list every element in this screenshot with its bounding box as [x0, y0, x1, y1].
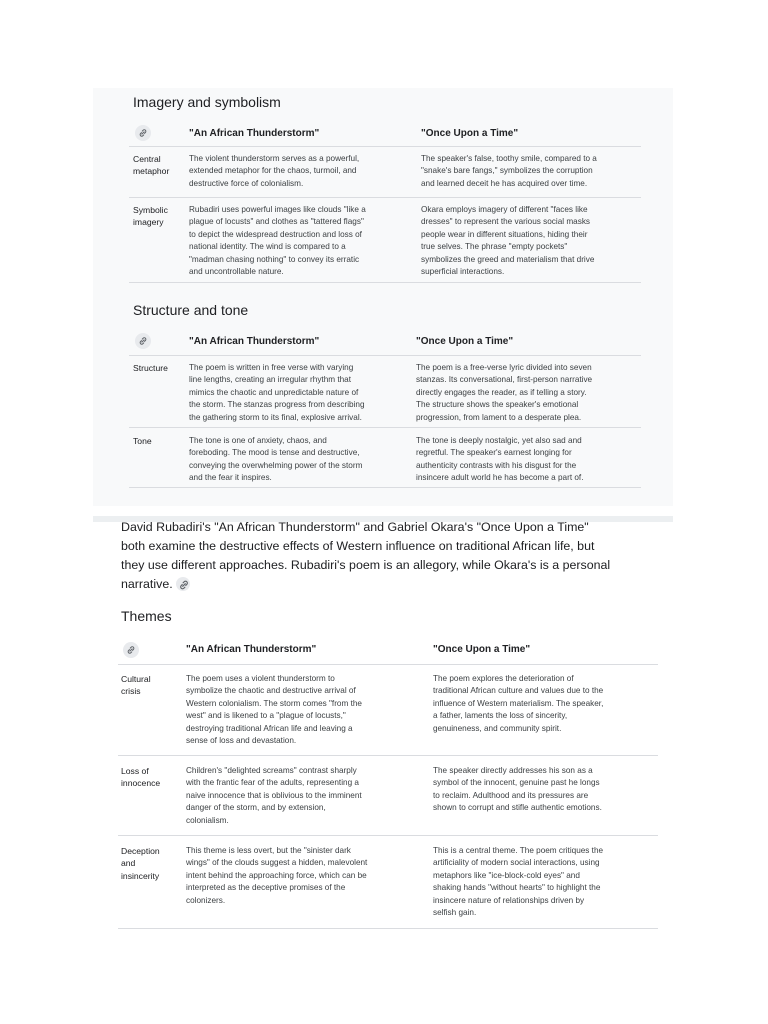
- link-icon[interactable]: [135, 333, 151, 349]
- themes-col2-header: "Once Upon a Time": [433, 644, 531, 655]
- structure-row-c2: The poem is a free-verse lyric divided into seven stanzas. Its conversational, first-person narrative directly engages the reader, as if telling a story. The structure shows the speaker's emotional progression, from lament to a desperate plea.: [416, 363, 593, 422]
- table-rule: [129, 427, 641, 428]
- themes-row-c1: Children's "delighted screams" contrast sharply with the frantic fear of the adults, representing a naive innocence that is oblivious to the imminent danger of the storm, and by extension, colonialism.: [186, 766, 362, 825]
- imagery-col2-header: "Once Upon a Time": [421, 128, 519, 139]
- link-icon[interactable]: [135, 125, 151, 141]
- table-rule: [129, 355, 641, 356]
- link-icon[interactable]: [176, 577, 190, 591]
- themes-heading: Themes: [121, 608, 172, 624]
- table-rule: [118, 664, 658, 665]
- imagery-row-c2: The speaker's false, toothy smile, compared to a "snake's bare fangs," symbolizes the corruption and learned deceit he has acquired over time.: [421, 154, 597, 188]
- themes-row-c2: The speaker directly addresses his son as a symbol of the innocent, genuine past he longs to reclaim. Adulthood and its pressures are shown to corrupt and stifle authentic emotions.: [433, 766, 602, 813]
- imagery-row-c2: Okara employs imagery of different "faces like dresses" to represent the various social masks people wear in different situations, hiding their true selves. The phrase "empty pockets" symbolizes the greed and materialism that drive superficial interactions.: [421, 205, 595, 277]
- structure-row-c1: The poem is written in free verse with varying line lengths, creating an irregular rhythm that mimics the chaotic and unpredictable nature of the storm. The stanzas progress from describing the gathering storm to its final, explosive arrival.: [189, 363, 365, 422]
- link-icon[interactable]: [123, 642, 139, 658]
- structure-row-label: Tone: [133, 436, 152, 446]
- structure-col1-header: "An African Thunderstorm": [189, 336, 320, 347]
- themes-col1-header: "An African Thunderstorm": [186, 644, 317, 655]
- structure-row-c1: The tone is one of anxiety, chaos, and foreboding. The mood is tense and destructive, conveying the overwhelming power of the storm and the fear it inspires.: [189, 436, 363, 483]
- structure-heading: Structure and tone: [133, 302, 249, 318]
- imagery-structure-panel: [93, 88, 673, 506]
- themes-row-c2: The poem explores the deterioration of traditional African culture and values due to the influence of Western materialism. The speaker, a father, laments the loss of sincerity, genuineness, and community spirit.: [433, 674, 604, 733]
- imagery-row-c1: Rubadiri uses powerful images like clouds "like a plague of locusts" and clothes as "tattered flags" to depict the widespread destruction and loss of national identity. The wind is compared to a "madman chasing nothing" to convey its erratic and uncontrollable nature.: [189, 205, 366, 277]
- imagery-col1-header: "An African Thunderstorm": [189, 128, 320, 139]
- imagery-row-c1: The violent thunderstorm serves as a powerful, extended metaphor for the chaos, turmoil, and destructive force of colonialism.: [189, 154, 360, 188]
- structure-row-label: Structure: [133, 363, 168, 373]
- intro-text: David Rubadiri's "An African Thunderstorm" and Gabriel Okara's "Once Upon a Time" both examine the destructive effects of Western influence on traditional African life, but they use different approaches. Rubadiri's poem is an allegory, while Okara's is a personal narrative.: [121, 520, 611, 591]
- structure-row-c2: The tone is deeply nostalgic, yet also sad and regretful. The speaker's earnest longing for authenticity contrasts with his disgust for the insincere adult world he has become a part of.: [416, 436, 584, 483]
- themes-row-c1: The poem uses a violent thunderstorm to symbolize the chaotic and destructive arrival of Western colonialism. The storm comes "from the west" and is likened to a "plague of locusts," destroying traditional African life and leaving a sense of loss and devastation.: [186, 674, 362, 746]
- table-rule: [118, 755, 658, 756]
- table-rule: [129, 197, 641, 198]
- themes-row-c1: This theme is less overt, but the "sinister dark wings" of the clouds suggest a hidden, malevolent intent behind the approaching force, which can be interpreted as the deceptive promises of the colonizers.: [186, 846, 368, 905]
- table-rule: [129, 146, 641, 147]
- imagery-heading: Imagery and symbolism: [133, 94, 281, 110]
- themes-row-label: Cultural crisis: [121, 674, 151, 697]
- imagery-row-label: Central metaphor: [133, 154, 170, 177]
- table-rule: [118, 835, 658, 836]
- themes-row-c2: This is a central theme. The poem critiques the artificiality of modern social interactions, using metaphors like "ice-block-cold eyes" and shaking hands "without hearts" to highlight the insincere nature of relationships driven by selfish gain.: [433, 846, 604, 918]
- themes-row-label: Loss of innocence: [121, 766, 161, 789]
- intro-paragraph: [121, 518, 661, 594]
- table-rule: [118, 928, 658, 929]
- table-rule: [129, 487, 641, 488]
- table-rule: [129, 282, 641, 283]
- structure-col2-header: "Once Upon a Time": [416, 336, 514, 347]
- themes-row-label: Deception and insincerity: [121, 846, 160, 881]
- imagery-row-label: Symbolic imagery: [133, 205, 168, 228]
